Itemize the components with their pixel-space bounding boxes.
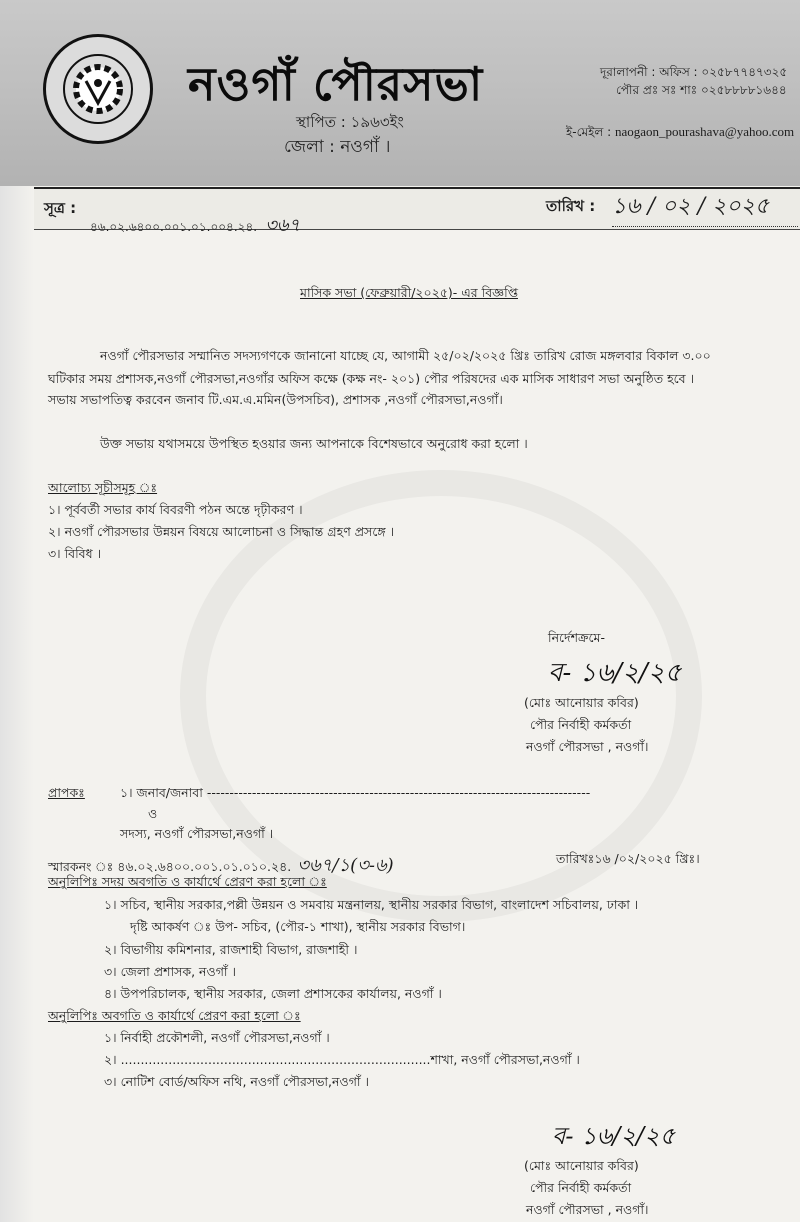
- cc-info-title: অনুলিপিঃ অবগতি ও কার্যার্থে প্রেরণ করা হলো ঃ: [48, 1008, 301, 1023]
- recipient-line: ১। জনাব/জনাবা -------------------------------------------------------------------------------------: [120, 785, 591, 800]
- notice-subject: মাসিক সভা (ফেব্রুয়ারী/২০২৫)- এর বিজ্ঞপ্তি: [300, 285, 518, 300]
- district-label: জেলা : নওগাঁ ।: [284, 137, 391, 157]
- cc-item: ২। ..............................................................................শাখা, নওগাঁ পৌরসভা,নওগাঁ ।: [104, 1052, 580, 1067]
- email-address: naogaon_pourashava@yahoo.com: [614, 124, 795, 139]
- agenda-item: ২। নওগাঁ পৌরসভার উন্নয়ন বিষয়ে আলোচনা ও সিদ্ধান্ত গ্রহণ প্রসঙ্গে ।: [48, 524, 395, 539]
- memo-date: তারিখঃ১৬ /০২/২০২৫ খ্রিঃ।: [556, 851, 700, 866]
- signature-scribble: ব- ১৬/২/২৫: [548, 658, 682, 688]
- reference-handwritten: ৩৬৭: [265, 215, 301, 236]
- reference-number-text: ৪৬.০২.৬৪০০.০০১.০১.০০৪.২৪.: [90, 220, 258, 234]
- reference-bar: [34, 187, 800, 236]
- signatory-name: (মোঃ আনোয়ার কবির): [524, 695, 639, 710]
- cc-item: ৩। জেলা প্রশাসক, নওগাঁ ।: [104, 964, 236, 979]
- reference-number: [90, 211, 300, 242]
- email-label: ই-মেইল :: [566, 125, 612, 139]
- cc-item: ১। নির্বাহী প্রকৌশলী, নওগাঁ পৌরসভা,নওগাঁ ।: [104, 1030, 330, 1045]
- recipient-label: প্রাপকঃ: [48, 785, 85, 800]
- memo-handwritten: ৩৬৭/১(৩-৬): [297, 855, 394, 876]
- cc-item: ৩। নোটিশ বোর্ড/অফিস নথি, নওগাঁ পৌরসভা,নওগাঁ ।: [104, 1074, 369, 1089]
- cc-item: দৃষ্টি আকর্ষণ ঃ উপ- সচিব, (পৌর-১ শাখা), স্থানীয় সরকার বিভাগ।: [130, 919, 466, 934]
- agenda-title: আলোচ্য সূচীসমূহ ঃ: [48, 480, 158, 495]
- agenda-item: ১। পূর্ববর্তী সভার কার্য বিবরণী পঠন অন্তে দৃঢ়ীকরণ ।: [48, 502, 303, 517]
- notice-para2: উক্ত সভায় যথাসময়ে উপস্থিত হওয়ার জন্য আপনাকে বিশেষভাবে অনুরোধ করা হলো ।: [100, 436, 528, 451]
- signatory-designation: পৌর নির্বাহী কর্মকর্তা: [530, 717, 632, 732]
- date-label: তারিখ :: [546, 197, 596, 215]
- email-line: [566, 124, 794, 144]
- signatory-office: নওগাঁ পৌরসভা , নওগাঁ।: [526, 739, 649, 754]
- established-year: স্থাপিত : ১৯৬৩ইং: [296, 113, 404, 131]
- cc-item: ৪। উপপরিচালক, স্থানীয় সরকার, জেলা প্রশাসকের কার্যালয়, নওগাঁ ।: [104, 986, 442, 1001]
- signatory-office: নওগাঁ পৌরসভা , নওগাঁ।: [526, 1202, 649, 1217]
- signatory-name: (মোঃ আনোয়ার কবির): [524, 1158, 639, 1173]
- notice-para1-line3: সভায় সভাপতিত্ব করবেন জনাব টি.এম.এ.মমিন(উপসচিব), প্রশাসক ,নওগাঁ পৌরসভা,নওগাঁ।: [48, 392, 503, 407]
- signatory-designation: পৌর নির্বাহী কর্মকর্তা: [530, 1180, 632, 1195]
- recipient-member: সদস্য, নওগাঁ পৌরসভা,নওগাঁ ।: [120, 826, 274, 841]
- chair-phone: পৌর প্রঃ সঃ শাঃ ০২৫৮৮৮৮১৬৪৪: [616, 83, 787, 97]
- recipient-and: ও: [148, 806, 158, 821]
- cc-item: ২। বিভাগীয় কমিশনার, রাজশাহী বিভাগ, রাজশাহী ।: [104, 942, 358, 957]
- cc-item: ১। সচিব, স্থানীয় সরকার,পল্লী উন্নয়ন ও সমবায় মন্ত্রনালয়, স্থানীয় সরকার বিভাগ, বাংলাদেশ সচিবালয়, ঢাকা ।: [104, 897, 639, 912]
- date-handwritten: ১৬ / ০২ / ২০২৫: [612, 189, 798, 227]
- notice-para1-line2: ঘটিকার সময় প্রশাসক,নওগাঁ পৌরসভা,নওগাঁর অফিস কক্ষে (কক্ষ নং- ২০১) পৌর পরিষদের এক মাসিক সাধারণ সভা অনুষ্ঠিত হবে ।: [48, 371, 695, 386]
- memo-number-text: স্মারকনং ঃ ৪৬.০২.৬৪০০.০০১.০১.০১০.২৪.: [48, 859, 292, 874]
- reference-label: সূত্র :: [44, 199, 77, 217]
- by-order-label: নির্দেশক্রমে-: [548, 630, 605, 645]
- municipality-seal-icon: [43, 34, 153, 144]
- signature-scribble: ব- ১৬/২/২৫: [552, 1122, 676, 1150]
- cc-info-action-title: অনুলিপিঃ সদয় অবগতি ও কার্যার্থে প্রেরণ করা হলো ঃ: [48, 874, 327, 889]
- agenda-item: ৩। বিবিধ ।: [48, 546, 102, 561]
- municipality-title: নওগাঁ পৌরসভা: [188, 57, 484, 111]
- letterhead: [0, 0, 800, 186]
- office-phone: দূরালাপনী : অফিস : ০২৫৮৭৭৪৭৩২৫: [600, 65, 788, 79]
- notice-para1-line1: নওগাঁ পৌরসভার সম্মানিত সদস্যগণকে জানানো যাচ্ছে যে, আগামী ২৫/০২/২০২৫ খ্রিঃ তারিখ রোজ মঙ্গলবার বিকাল ৩.০০: [100, 348, 711, 363]
